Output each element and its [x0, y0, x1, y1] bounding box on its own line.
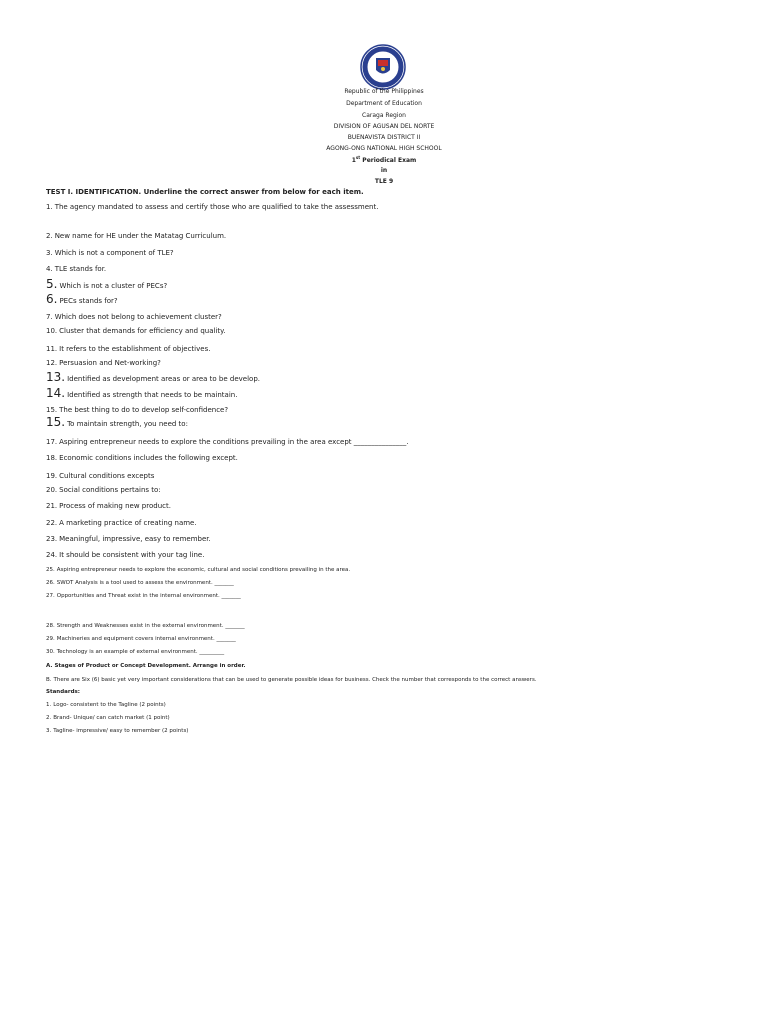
question-item: 2. New name for HE under the Matatag Curriculum. — [46, 232, 227, 240]
question-item: 18. Economic conditions includes the following except. — [46, 454, 238, 462]
question-item: 6. PECs stands for? — [46, 292, 118, 306]
question-item: 13. Identified as development areas or area to be develop. — [46, 370, 261, 384]
question-item: 30. Technology is an example of external environment. _________ — [46, 649, 225, 655]
exam-title: 1st Periodical Exam — [351, 155, 417, 164]
question-item: 14. Identified as strength that needs to be maintain. — [46, 386, 238, 400]
question-item: 15. To maintain strength, you need to: — [46, 415, 188, 429]
exam-in: in — [380, 167, 388, 174]
question-item: 22. A marketing practice of creating name. — [46, 519, 197, 527]
question-item: 20. Social conditions pertains to: — [46, 486, 161, 494]
question-item: 11. It refers to the establishment of objectives. — [46, 345, 211, 353]
header-line: AGONG-ONG NATIONAL HIGH SCHOOL — [326, 145, 442, 152]
subject: TLE 9 — [374, 178, 394, 185]
section-b: B. There are Six (6) basic yet very important considerations that can be used to generate possible ideas for business. Check the number that corresponds to the correct answers. — [46, 677, 537, 683]
question-item: 4. TLE stands for. — [46, 265, 107, 273]
question-item: 5. Which is not a cluster of PECs? — [46, 277, 168, 291]
standard-item: 2. Brand- Unique/ can catch market (1 point) — [46, 715, 170, 721]
standard-item: 3. Tagline- impressive/ easy to remember (2 points) — [46, 728, 189, 734]
question-item: 3. Which is not a component of TLE? — [46, 249, 174, 257]
question-item: 19. Cultural conditions excepts — [46, 472, 155, 480]
question-item: 17. Aspiring entrepreneur needs to explore the conditions prevailing in the area except _______________. — [46, 438, 409, 446]
section-a: A. Stages of Product or Concept Development. Arrange in order. — [46, 663, 246, 669]
question-item: 12. Persuasion and Net-working? — [46, 359, 161, 367]
question-item: 28. Strength and Weaknesses exist in the external environment. _______ — [46, 623, 245, 629]
standard-item: 1. Logo- consistent to the Tagline (2 points) — [46, 702, 166, 708]
standards-heading: Standards: — [46, 689, 80, 695]
question-item: 24. It should be consistent with your tag line. — [46, 551, 205, 559]
header-line: Republic of the Philippines — [344, 88, 424, 95]
question-item: 1. The agency mandated to assess and certify those who are qualified to take the assessment. — [46, 203, 379, 211]
question-item: 27. Opportunities and Threat exist in the internal environment. _______ — [46, 593, 241, 599]
header-line: DIVISION OF AGUSAN DEL NORTE — [333, 123, 435, 130]
question-item: 26. SWOT Analysis is a tool used to assess the environment. _______ — [46, 580, 234, 586]
header-line: Department of Education — [346, 100, 422, 107]
question-item: 25. Aspiring entrepreneur needs to explore the economic, cultural and social conditions prevailing in the area. — [46, 567, 351, 573]
question-item: 23. Meaningful, impressive, easy to remember. — [46, 535, 211, 543]
deped-seal-logo — [360, 44, 406, 90]
test-title: TEST I. IDENTIFICATION. Underline the correct answer from below for each item. — [46, 188, 364, 196]
question-item: 15. The best thing to do to develop self-confidence? — [46, 406, 229, 414]
question-item: 21. Process of making new product. — [46, 502, 171, 510]
question-item: 10. Cluster that demands for efficiency and quality. — [46, 327, 226, 335]
header-line: BUENAVISTA DISTRICT II — [347, 134, 421, 141]
question-item: 29. Machineries and equipment covers internal environment. _______ — [46, 636, 236, 642]
question-item: 7. Which does not belong to achievement cluster? — [46, 313, 222, 321]
header-line: Caraga Region — [362, 112, 406, 119]
